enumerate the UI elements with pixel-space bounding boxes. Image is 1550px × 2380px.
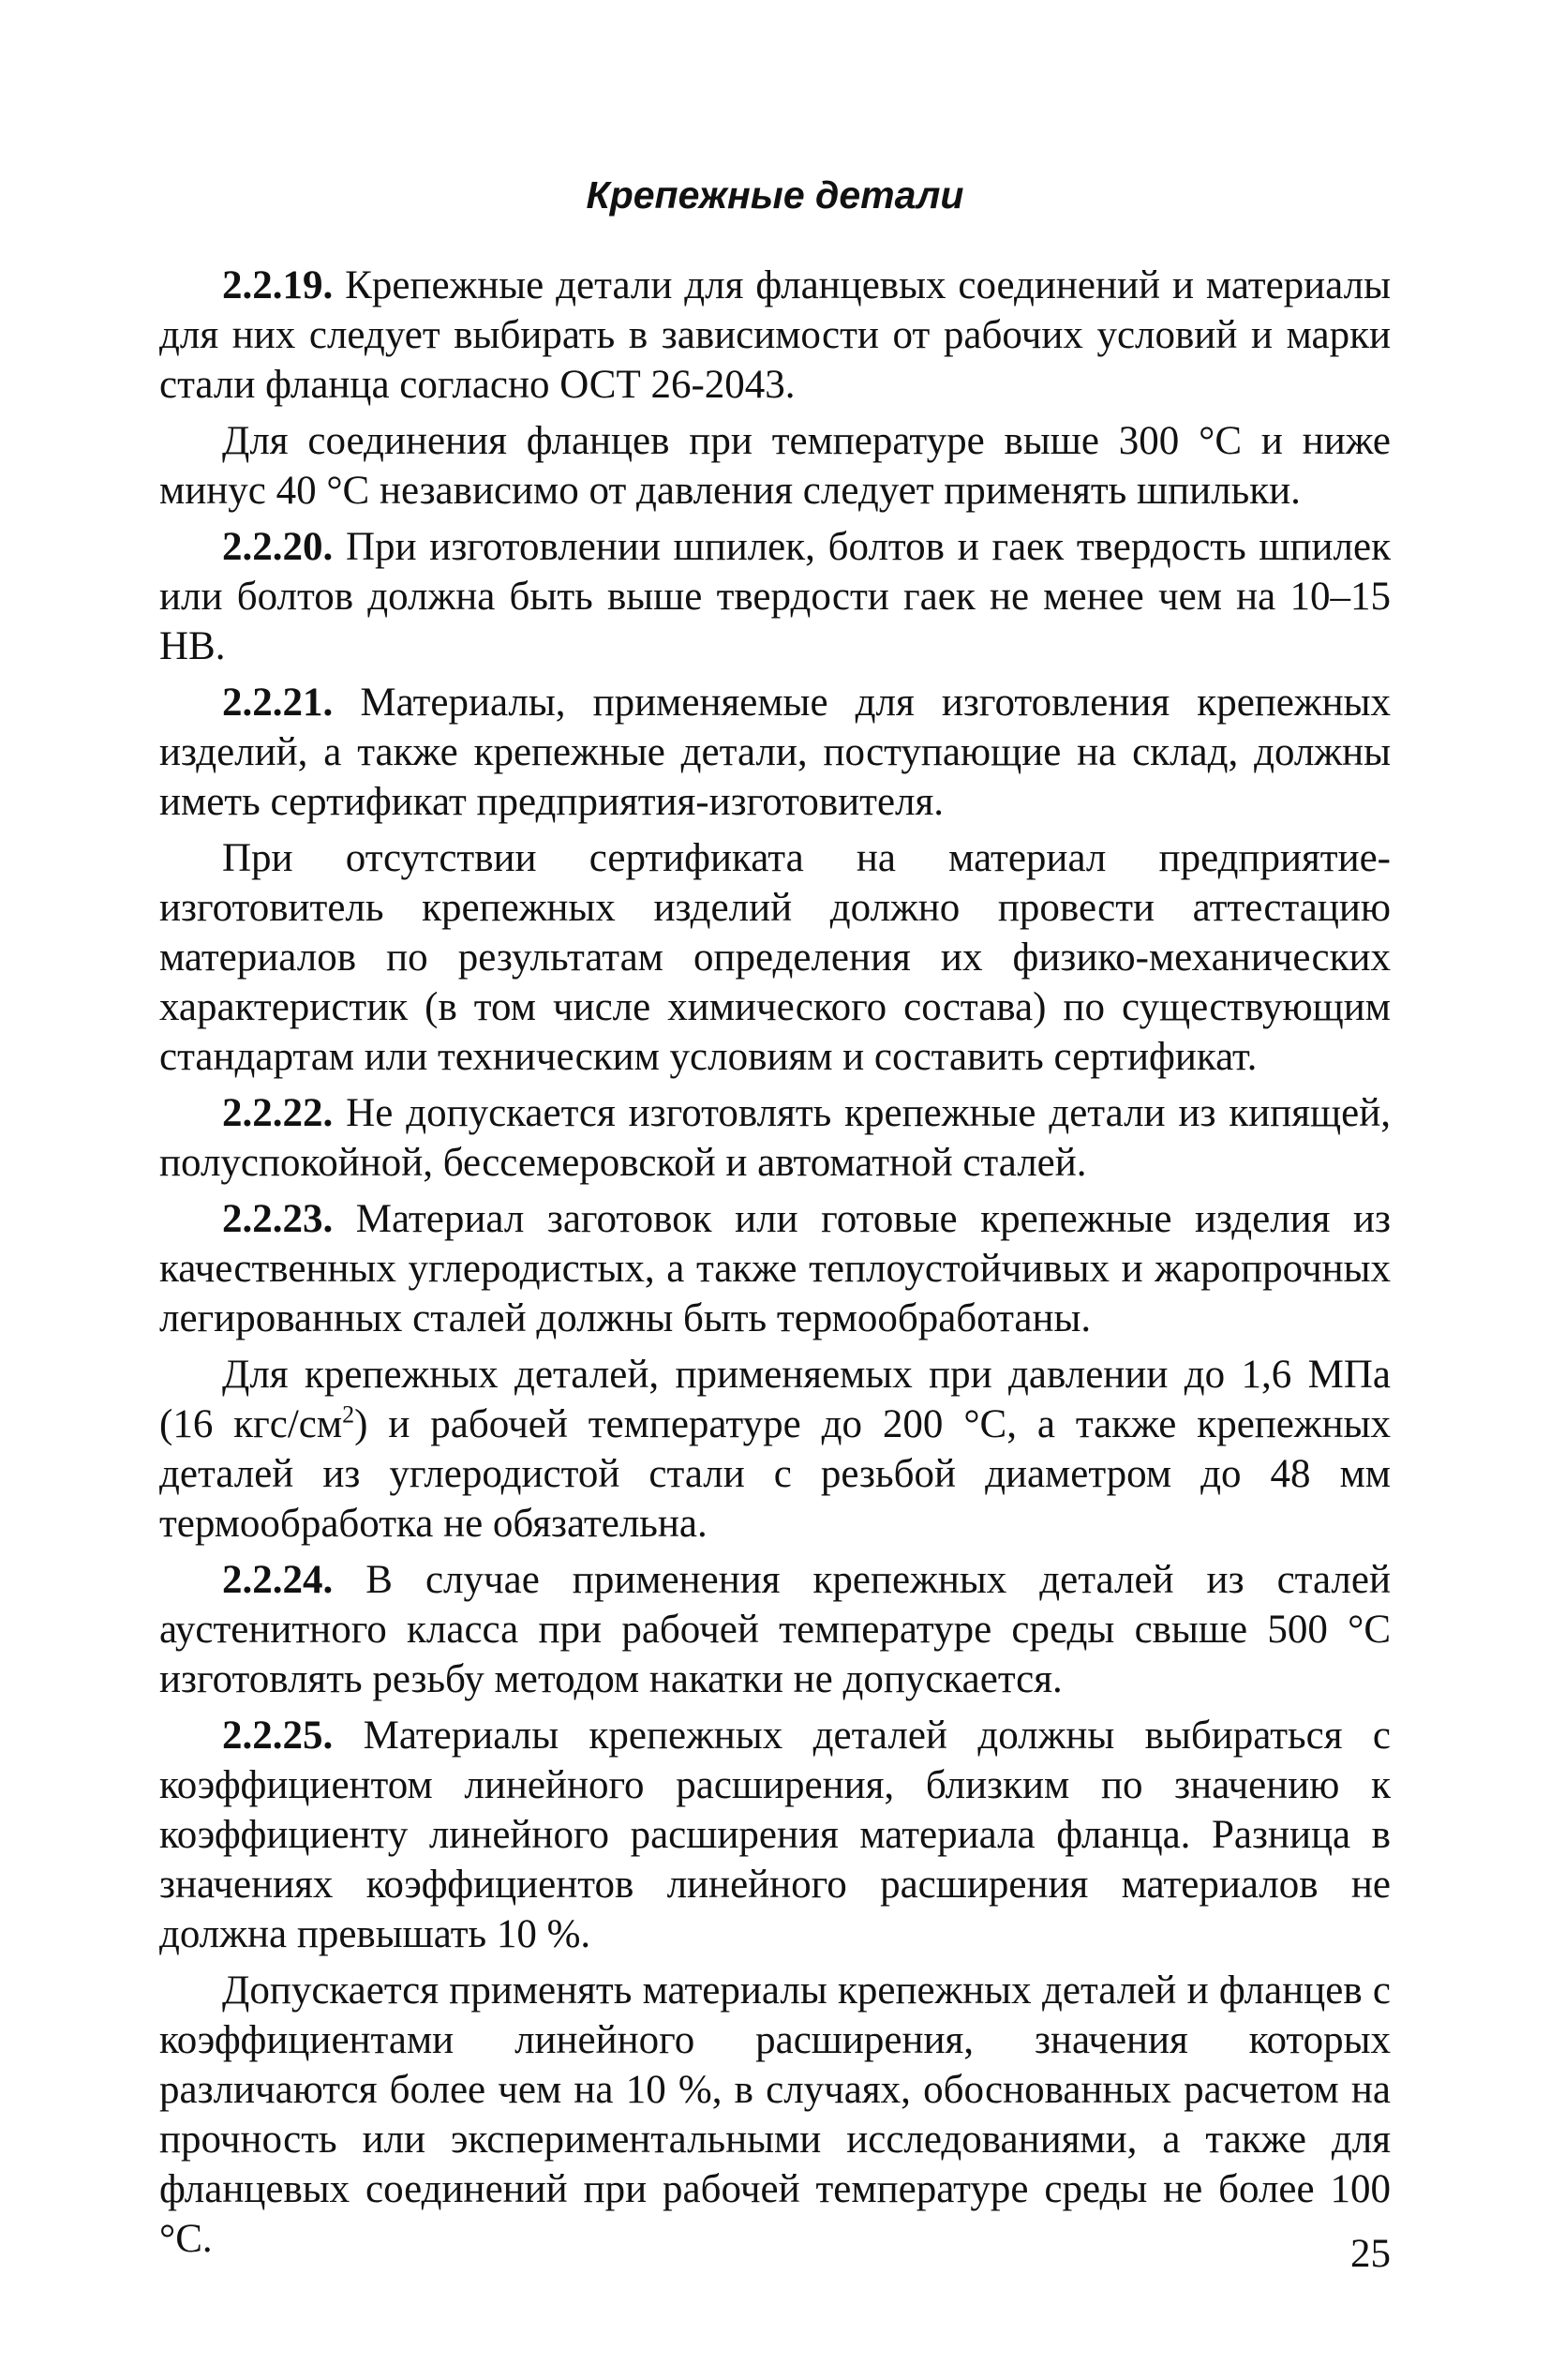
paragraph-text: Материалы крепежных деталей должны выбираться с коэффициентом линейного расширения, близким по значению к коэффициенту линейного расширения материала фланца. Разница в значениях коэффициентов линейного расширения материалов не должна превышать 10 %. [159, 1714, 1391, 1956]
paragraph-text-before-superscript: Для крепежных деталей, применяемых при давлении до 1,6 МПа (16 кгс/см [159, 1353, 1391, 1446]
clause-number: 2.2.19. [222, 263, 334, 307]
document-body [159, 261, 1391, 2264]
paragraph-2-2-19 [159, 261, 1391, 410]
paragraph-2-2-24 [159, 1555, 1391, 1704]
paragraph-2-2-25 [159, 1711, 1391, 1959]
paragraph-2-2-22 [159, 1088, 1391, 1188]
paragraph-text: В случае применения крепежных деталей из сталей аустенитного класса при рабочей температуре среды свыше 500 °С изготовлять резьбу методом накатки не допускается. [159, 1558, 1391, 1701]
paragraph-2-2-20 [159, 522, 1391, 671]
section-heading: Крепежные детали [586, 173, 964, 217]
clause-number: 2.2.25. [222, 1714, 334, 1758]
clause-number: 2.2.22. [222, 1091, 334, 1135]
paragraph-text: Материал заготовок или готовые крепежные изделия из качественных углеродистых, а также теплоустойчивых и жаропрочных легированных сталей должны быть термообработаны. [159, 1197, 1391, 1340]
paragraph-text: Не допускается изготовлять крепежные детали из кипящей, полуспокойной, бессемеровской и автоматной сталей. [159, 1091, 1391, 1185]
clause-number: 2.2.23. [222, 1197, 334, 1241]
paragraph-text: Для соединения фланцев при температуре выше 300 °С и ниже минус 40 °С независимо от давления следует применять шпильки. [159, 419, 1391, 513]
paragraph-text-after-superscript: ) и рабочей температуре до 200 °С, а также крепежных деталей из углеродистой стали с резьбой диаметром до 48 мм термообработка не обязательна. [159, 1402, 1391, 1546]
paragraph-text: При отсутствии сертификата на материал предприятие-изготовитель крепежных изделий должно провести аттестацию материалов по результатам определения их физико-механических характеристик (в том числе химического состава) по существующим стандартам или техническим условиям и составить сертификат. [159, 836, 1391, 1079]
paragraph-expansion-exception [159, 1966, 1391, 2264]
paragraph-text: Материалы, применяемые для изготовления крепежных изделий, а также крепежные детали, поступающие на склад, должны иметь сертификат предприятия-изготовителя. [159, 681, 1391, 824]
clause-number: 2.2.21. [222, 681, 334, 725]
paragraph-text: Крепежные детали для фланцевых соединений и материалы для них следует выбирать в зависимости от рабочих условий и марки стали фланца согласно ОСТ 26-2043. [159, 263, 1391, 407]
paragraph-certificate-absence [159, 833, 1391, 1082]
paragraph-2-2-23 [159, 1194, 1391, 1343]
paragraph-2-2-21 [159, 678, 1391, 827]
paragraph-studs-requirement [159, 416, 1391, 516]
paragraph-heat-treatment-exception [159, 1350, 1391, 1549]
superscript: 2 [342, 1400, 355, 1429]
page-number: 25 [1350, 2232, 1391, 2276]
paragraph-text: Допускается применять материалы крепежных деталей и фланцев с коэффициентами линейного расширения, значения которых различаются более чем на 10 %, в случаях, обоснованных расчетом на прочность или экспериментальными исследованиями, а также для фланцевых соединений при рабочей температуре среды не более 100 °С. [159, 1968, 1391, 2261]
paragraph-text: При изготовлении шпилек, болтов и гаек твердость шпилек или болтов должна быть выше твердости гаек не менее чем на 10–15 НВ. [159, 525, 1391, 668]
clause-number: 2.2.24. [222, 1558, 334, 1602]
clause-number: 2.2.20. [222, 525, 334, 569]
